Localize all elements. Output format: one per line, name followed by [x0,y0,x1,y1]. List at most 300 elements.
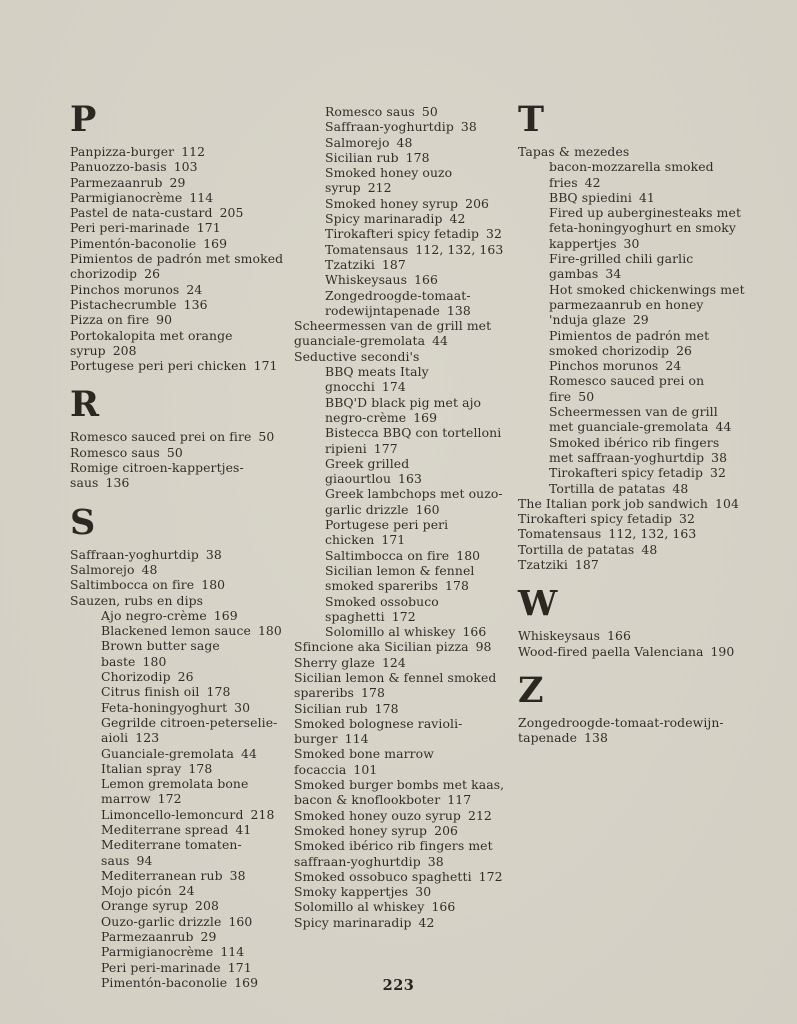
index-entry [70,429,288,444]
entry-page-number: 38 [711,449,728,465]
entry-page-number: 187 [574,557,599,573]
entry-page-number: 24 [186,281,203,297]
index-entry [70,807,288,822]
entry-page-number: 101 [353,761,378,777]
entry-page-number: 38 [205,546,222,562]
entry-name: Saltimbocca on fire [70,577,195,593]
entry-page-number: 103 [173,159,198,175]
entry-name: Wood-fired paella Valenciana [518,643,704,659]
entry-page-number: 38 [427,853,444,869]
index-column-3 [518,99,745,746]
index-entry [70,251,288,282]
entry-name: Tirokafteri spicy fetadip [518,511,672,527]
index-entry [294,242,509,257]
entry-page-number: 90 [156,312,173,328]
index-entry [294,746,509,777]
index-entry [294,670,509,701]
index-entry [70,776,288,807]
entry-name: Peri peri-marinade [101,959,221,975]
entry-name: Romesco sauced prei on fire [70,429,252,445]
index-entry [518,628,745,643]
letter-heading-s: S [70,501,97,543]
index-entry [518,159,745,190]
entry-page-number: 169 [203,235,228,251]
entry-name: Tirokafteri spicy fetadip [325,226,479,242]
entry-name: Pimientos de padrón met smoked chorizodip [70,251,284,282]
entry-name: Smoked ibérico rib fingers met saffraan-yoghurtdip [294,838,493,869]
index-entry [70,562,288,577]
index-column-2 [294,104,509,930]
entry-page-number: 26 [144,266,161,282]
entry-name: Tomatensaus [518,526,602,542]
entry-name: Pinchos morunos [549,358,659,374]
entry-page-number: 206 [434,822,459,838]
entry-name: Spicy marinaradip [325,211,443,227]
entry-page-number: 171 [381,532,406,548]
entry-page-number: 112 [181,144,206,159]
index-entry [518,373,745,404]
entry-name: Pimientos de padrón met smoked chorizodip [549,327,710,358]
index-entry [294,594,509,625]
entry-name: Greek lambchops met ouzo-garlic drizzle [325,486,503,517]
index-entry [70,547,288,562]
entry-page-number: 38 [229,867,246,883]
entry-name: Gegrilde citroen-peterselie-aioli [101,714,278,746]
entry-name: Pimentón-baconolie [101,974,228,990]
index-entry [294,517,509,548]
entry-page-number: 169 [413,409,438,425]
entry-name: Tortilla de patatas [549,480,666,496]
entry-name: Sauzen, rubs en dips [70,592,204,608]
index-entry [294,226,509,241]
entry-name: Zongedroogde-tomaat-rodewijntapenade [325,287,471,318]
index-entry [70,593,288,608]
entry-name: Whiskeysaus [518,628,601,644]
entry-name: Citrus finish oil [101,684,200,700]
index-entry [518,511,745,526]
entry-page-number: 34 [605,266,622,282]
entry-name: Fired up auberginesteaks met feta-honingyoghurt en smoky kappertjes [549,205,742,251]
entry-name: Sicilian lemon & fennel smoked spareribs [294,669,497,701]
index-entry [518,496,745,511]
index-entry [294,563,509,594]
index-entry [70,669,288,684]
index-entry [70,944,288,959]
entry-page-number: 98 [475,639,492,655]
entry-name: BBQ meats Italy gnocchi [325,364,429,395]
entry-page-number: 208 [195,898,219,914]
index-entry [518,190,745,205]
entry-name: Feta-honingyoghurt [101,699,228,715]
index-entry [518,557,745,572]
entry-name: Sherry glaze [294,654,375,670]
index-entry [70,312,288,327]
entry-name: Mojo picón [101,883,172,899]
entry-name: Pizza on fire [70,312,150,328]
index-entry [70,328,288,359]
entry-name: Seductive secondi's [294,348,420,364]
entry-page-number: 30 [234,699,251,715]
entry-page-number: 123 [135,730,160,746]
index-entry [294,808,509,823]
entry-name: Brown butter sage baste [101,638,220,669]
entry-name: Hot smoked chickenwings met parmezaanrub en honey 'nduja glaze [549,281,745,328]
entry-page-number: 112, 132, 163 [415,241,504,257]
index-entry [70,929,288,944]
index-entry [70,822,288,837]
entry-name: The Italian pork job sandwich [518,495,708,511]
entry-page-number: 180 [201,577,226,593]
entry-page-number: 208 [112,342,137,358]
letter-heading-w: W [518,583,559,625]
entry-name: BBQ spiedini [549,189,632,205]
entry-name: Portugese peri peri chicken [70,358,247,374]
entry-page-number: 178 [405,149,430,165]
index-entry [294,486,509,517]
entry-page-number: 42 [449,211,466,227]
entry-page-number: 187 [381,256,406,272]
letter-heading-r: R [70,384,101,426]
index-entry [294,395,509,426]
entry-page-number: 172 [157,791,182,807]
entry-name: Salmorejo [325,134,390,150]
entry-name: Parmigianocrème [101,944,214,960]
entry-page-number: 166 [607,628,632,644]
index-entry [70,282,288,297]
entry-page-number: 50 [258,429,275,445]
entry-name: Smoked ibérico rib fingers met saffraan-yoghurtdip [549,434,720,465]
entry-page-number: 178 [374,700,399,716]
index-entry [70,608,288,623]
entry-name: Romesco saus [70,444,160,460]
entry-name: Whiskeysaus [325,272,408,288]
index-entry [294,915,509,930]
entry-page-number: 30 [623,235,640,251]
entry-page-number: 38 [460,119,477,135]
index-entry [294,777,509,808]
entry-page-number: 94 [136,852,153,868]
entry-page-number: 180 [142,653,167,669]
entry-name: Solomillo al whiskey [294,899,425,915]
index-entry [518,404,745,435]
index-entry [70,144,288,159]
index-entry [294,624,509,639]
entry-name: Bistecca BBQ con tortelloni ripieni [325,425,502,456]
entry-page-number: 190 [710,643,735,659]
index-entry [70,898,288,913]
entry-page-number: 172 [478,868,503,884]
index-entry [294,701,509,716]
entry-page-number: 114 [220,944,245,960]
index-entry [518,526,745,541]
entry-page-number: 48 [141,561,158,577]
index-entry [294,318,509,349]
entry-page-number: 50 [421,104,438,119]
entry-name: Orange syrup [101,898,189,914]
entry-name: Smoked honey ouzo syrup [325,165,453,196]
entry-name: Mediterranean rub [101,867,223,883]
entry-name: Ouzo-garlic drizzle [101,913,222,929]
entry-name: Fire-grilled chili garlic gambas [549,251,694,282]
index-entry [70,638,288,669]
entry-page-number: 50 [578,388,595,404]
index-entry [294,196,509,211]
index-entry [518,205,745,251]
entry-page-number: 24 [665,358,682,374]
entry-page-number: 212 [467,807,492,823]
entry-name: Smoked bolognese ravioli-burger [294,715,463,747]
entry-name: Portokalopita met orange syrup [70,327,233,358]
entry-page-number: 29 [169,174,186,190]
entry-name: Salmorejo [70,561,135,577]
entry-page-number: 136 [105,475,130,491]
entry-name: Chorizodip [101,669,171,685]
entry-page-number: 41 [235,821,252,837]
entry-page-number: 178 [361,685,385,701]
entry-name: Romesco saus [325,104,415,119]
entry-page-number: 166 [431,899,456,915]
index-column-1 [70,99,288,990]
entry-name: Sfincione aka Sicilian pizza [294,639,469,655]
index-entry [294,425,509,456]
index-entry [294,884,509,899]
index-entry [70,684,288,699]
entry-page-number: 29 [200,929,217,945]
entry-page-number: 114 [189,189,214,205]
entry-name: Tirokafteri spicy fetadip [549,465,703,481]
entry-page-number: 44 [432,333,449,349]
index-entry [294,364,509,395]
index-entry [294,716,509,747]
entry-page-number: 174 [381,379,406,395]
index-entry [294,165,509,196]
entry-name: Romige citroen-kappertjes-saus [70,460,244,491]
index-entry [294,211,509,226]
entry-page-number: 171 [196,220,221,236]
entry-page-number: 169 [234,974,259,990]
entry-page-number: 178 [206,684,231,700]
index-entry [70,175,288,190]
entry-name: Portugese peri peri chicken [325,517,449,548]
entry-name: Solomillo al whiskey [325,624,456,640]
entry-page-number: 26 [676,342,693,358]
index-entry [294,548,509,563]
index-entry [518,435,745,466]
entry-page-number: 177 [373,440,398,456]
index-entry [518,644,745,659]
entry-page-number: 171 [227,959,252,975]
entry-name: Saffraan-yoghurtdip [325,119,454,135]
entry-page-number: 160 [228,913,253,929]
entry-page-number: 42 [584,174,601,190]
entry-name: BBQ'D black pig met ajo negro-crème [325,394,482,425]
index-entry [70,297,288,312]
index-entry [70,190,288,205]
index-entry [70,460,288,491]
index-entry [294,150,509,165]
index-entry [294,272,509,287]
index-entry [518,251,745,282]
entry-page-number: 48 [396,134,413,150]
entry-page-number: 180 [456,547,481,563]
index-entry [70,761,288,776]
index-entry [70,236,288,251]
entry-page-number: 171 [253,358,278,374]
entry-name: Scheermessen van de grill met guanciale-gremolata [294,318,492,349]
index-entry [70,700,288,715]
entry-page-number: 104 [715,495,739,511]
index-entry [518,328,745,359]
entry-name: Sicilian lemon & fennel smoked spareribs [325,562,475,594]
entry-page-number: 50 [166,444,183,460]
entry-page-number: 172 [391,608,416,624]
entry-page-number: 48 [641,541,658,557]
entry-name: Smoked bone marrow focaccia [294,746,434,777]
entry-name: Peri peri-marinade [70,220,190,236]
entry-name: Scheermessen van de grill met guanciale-gremolata [549,404,718,435]
index-entry [294,119,509,134]
index-entry [294,838,509,869]
entry-name: bacon-mozzarella smoked fries [549,159,714,190]
entry-name: Saffraan-yoghurtdip [70,546,199,562]
index-entry [294,456,509,487]
index-entry [70,623,288,638]
entry-name: Parmigianocrème [70,189,183,205]
letter-heading-t: T [518,99,546,140]
entry-page-number: 169 [213,607,238,623]
entry-name: Panuozzo-basis [70,159,167,175]
entry-name: Panpizza-burger [70,144,175,159]
letter-heading-p: P [70,99,98,140]
entry-name: Sicilian rub [294,700,368,716]
index-entry [294,655,509,670]
entry-page-number: 26 [177,669,194,685]
entry-name: Parmezaanrub [70,174,163,190]
entry-name: Mediterrane spread [101,821,229,837]
index-entry [70,358,288,373]
index-entry [70,715,288,746]
entry-page-number: 180 [257,623,282,639]
entry-name: Smoked honey syrup [294,822,428,838]
entry-page-number: 44 [241,745,257,761]
entry-name: Spicy marinaradip [294,914,412,930]
entry-page-number: 24 [178,883,195,899]
entry-name: Smoky kappertjes [294,884,409,900]
index-entry [70,220,288,235]
index-entry [518,465,745,480]
index-entry [70,868,288,883]
index-entry [70,159,288,174]
index-entry [294,104,509,119]
index-entry [294,823,509,838]
entry-name: Parmezaanrub [101,929,194,945]
index-entry [518,481,745,496]
index-entry [70,205,288,220]
entry-page-number: 205 [219,205,244,221]
entry-name: Tzatziki [518,557,568,573]
index-entry [70,960,288,975]
page-number: 223 [382,977,415,994]
entry-page-number: 117 [447,792,472,808]
entry-name: Saltimbocca on fire [325,547,450,563]
entry-name: Italian spray [101,760,182,776]
entry-name: Sicilian rub [325,149,399,165]
entry-page-number: 48 [672,480,689,496]
entry-page-number: 136 [183,296,208,312]
entry-page-number: 166 [414,272,439,288]
entry-name: Blackened lemon sauce [101,623,251,639]
index-entry [518,144,745,159]
entry-page-number: 178 [445,578,469,594]
entry-page-number: 163 [398,471,422,487]
index-entry [294,869,509,884]
entry-name: Pistachecrumble [70,296,177,312]
entry-name: Guanciale-gremolata [101,745,235,761]
index-entry [294,288,509,319]
index-entry [70,445,288,460]
entry-page-number: 42 [418,914,435,930]
index-entry [70,883,288,898]
entry-page-number: 206 [465,195,490,211]
entry-name: Smoked honey syrup [325,195,459,211]
entry-name: Smoked ossobuco spaghetti [325,593,439,624]
index-entry [70,914,288,929]
entry-page-number: 41 [638,189,655,205]
entry-name: Limoncello-lemoncurd [101,806,244,822]
entry-page-number: 30 [415,884,432,900]
letter-heading-z: Z [518,669,545,711]
index-entry [518,542,745,557]
entry-page-number: 124 [381,654,406,670]
entry-name: Zongedroogde-tomaat-rodewijn-tapenade [518,714,724,746]
entry-page-number: 218 [250,806,275,822]
entry-name: Tzatziki [325,256,375,272]
entry-page-number: 32 [678,511,695,527]
index-entry [518,282,745,328]
entry-name: Tomatensaus [325,241,409,257]
entry-page-number: 44 [715,419,732,435]
entry-page-number: 212 [367,180,392,196]
entry-name: Greek grilled giaourtlou [325,455,410,487]
index-entry [294,899,509,914]
entry-page-number: 32 [709,465,726,481]
entry-name: Smoked ossobuco spaghetti [294,868,472,884]
entry-page-number: 138 [584,730,609,746]
entry-name: Pimentón-baconolie [70,235,197,251]
entry-name: Smoked burger bombs met kaas, bacon & knoflookboter [294,777,505,808]
index-entry [294,257,509,272]
entry-page-number: 114 [344,731,369,747]
entry-page-number: 32 [485,226,502,242]
entry-name: Smoked honey ouzo syrup [294,807,461,823]
index-entry [294,135,509,150]
entry-name: Mediterrane tomaten-saus [101,837,242,868]
index-entry [294,349,509,364]
index-entry [70,577,288,592]
index-entry [294,639,509,654]
index-entry [518,715,745,746]
index-entry [70,837,288,868]
entry-page-number: 29 [632,312,649,328]
entry-name: Pinchos morunos [70,281,180,297]
index-entry [518,358,745,373]
entry-page-number: 160 [415,501,440,517]
entry-name: Tortilla de patatas [518,541,635,557]
entry-page-number: 178 [188,760,213,776]
entry-name: Ajo negro-crème [101,607,207,623]
entry-page-number: 112, 132, 163 [608,526,697,542]
entry-page-number: 166 [462,624,487,640]
